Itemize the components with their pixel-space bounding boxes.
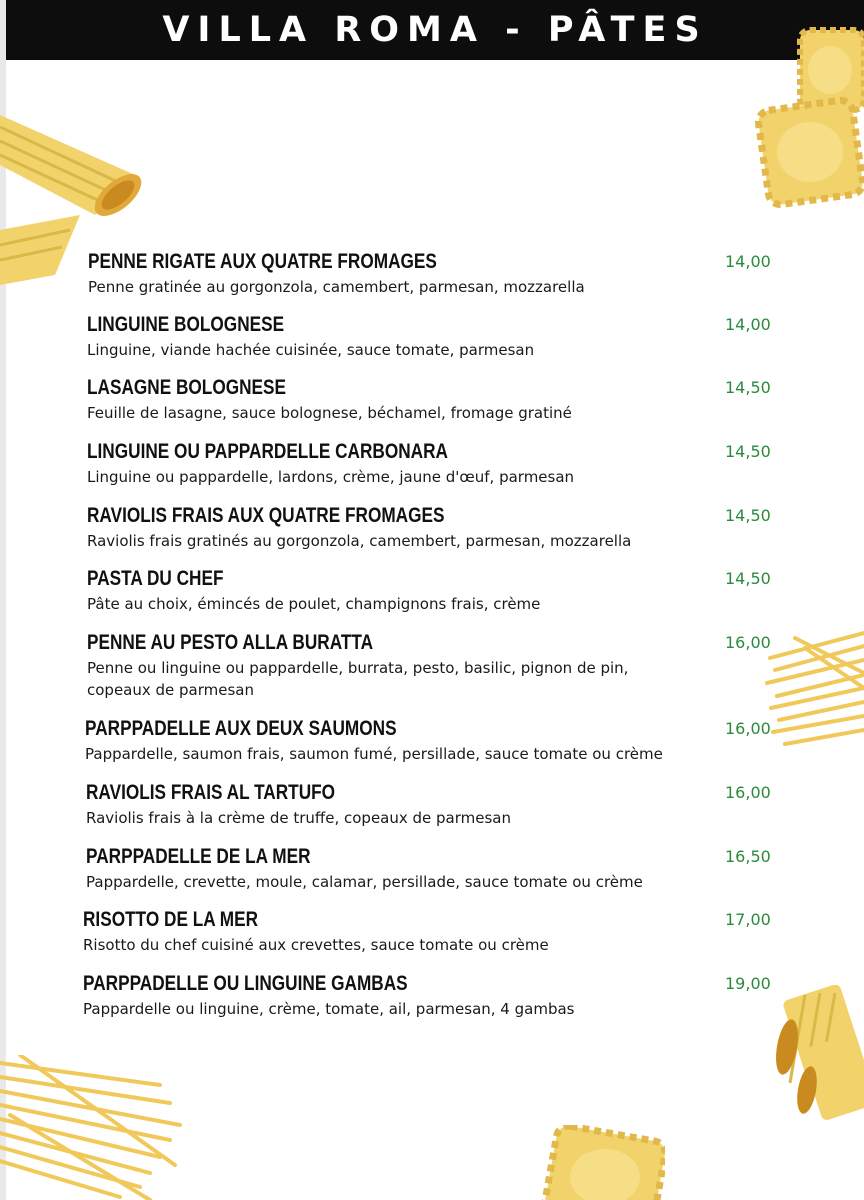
item-price: 17,00 xyxy=(725,910,771,929)
ravioli-icon xyxy=(755,20,864,210)
item-price: 16,00 xyxy=(725,719,771,738)
item-description: Pappardelle ou linguine, crème, tomate, ail, parmesan, 4 gambas xyxy=(83,1000,575,1018)
item-description: Linguine ou pappardelle, lardons, crème, jaune d'œuf, parmesan xyxy=(87,468,575,486)
item-name: LINGUINE BOLOGNESE xyxy=(87,313,285,336)
item-price: 16,00 xyxy=(725,783,771,802)
item-description: Pappardelle, saumon frais, saumon fumé, persillade, sauce tomate ou crème xyxy=(85,745,663,763)
item-price: 14,50 xyxy=(725,378,771,397)
item-description: Raviolis frais à la crème de truffe, copeaux de parmesan xyxy=(86,809,512,827)
item-description: Feuille de lasagne, sauce bolognese, béchamel, fromage gratiné xyxy=(87,404,572,422)
item-description: Pappardelle, crevette, moule, calamar, persillade, sauce tomate ou crème xyxy=(86,873,643,891)
ravioli-icon xyxy=(540,1125,665,1200)
item-price: 16,00 xyxy=(725,633,771,652)
spaghetti-icon xyxy=(765,628,864,748)
menu-header xyxy=(6,0,864,60)
item-name: PARPPADELLE AUX DEUX SAUMONS xyxy=(85,717,397,740)
item-price: 14,50 xyxy=(725,506,771,525)
item-name: LINGUINE OU PAPPARDELLE CARBONARA xyxy=(87,440,448,463)
item-description: Risotto du chef cuisiné aux crevettes, sauce tomate ou crème xyxy=(83,936,549,954)
penne-icon xyxy=(765,985,864,1130)
item-name: LASAGNE BOLOGNESE xyxy=(87,376,287,399)
item-name: PENNE AU PESTO ALLA BURATTA xyxy=(87,631,374,654)
item-description: Linguine, viande hachée cuisinée, sauce tomate, parmesan xyxy=(87,341,535,359)
item-price: 14,50 xyxy=(725,569,771,588)
item-name: PARPPADELLE DE LA MER xyxy=(86,845,311,868)
spaghetti-icon xyxy=(0,1055,190,1200)
item-price: 19,00 xyxy=(725,974,771,993)
item-name: RAVIOLIS FRAIS AL TARTUFO xyxy=(86,781,336,804)
item-description: Penne gratinée au gorgonzola, camembert, parmesan, mozzarella xyxy=(88,278,585,296)
item-description: Penne ou linguine ou pappardelle, burrata, pesto, basilic, pignon de pin, copeaux de parmesan xyxy=(87,659,629,699)
page-title: VILLA ROMA - PÂTES xyxy=(162,10,708,50)
item-price: 14,50 xyxy=(725,442,771,461)
item-name: PASTA DU CHEF xyxy=(87,567,224,590)
item-name: RAVIOLIS FRAIS AUX QUATRE FROMAGES xyxy=(87,504,445,527)
item-name: PARPPADELLE OU LINGUINE GAMBAS xyxy=(83,972,408,995)
item-description: Raviolis frais gratinés au gorgonzola, camembert, parmesan, mozzarella xyxy=(87,532,632,550)
item-name: PENNE RIGATE AUX QUATRE FROMAGES xyxy=(88,250,437,273)
item-price: 14,00 xyxy=(725,315,771,334)
item-description: Pâte au choix, émincés de poulet, champignons frais, crème xyxy=(87,595,541,613)
item-price: 16,50 xyxy=(725,847,771,866)
item-price: 14,00 xyxy=(725,252,771,271)
item-name: RISOTTO DE LA MER xyxy=(83,908,259,931)
